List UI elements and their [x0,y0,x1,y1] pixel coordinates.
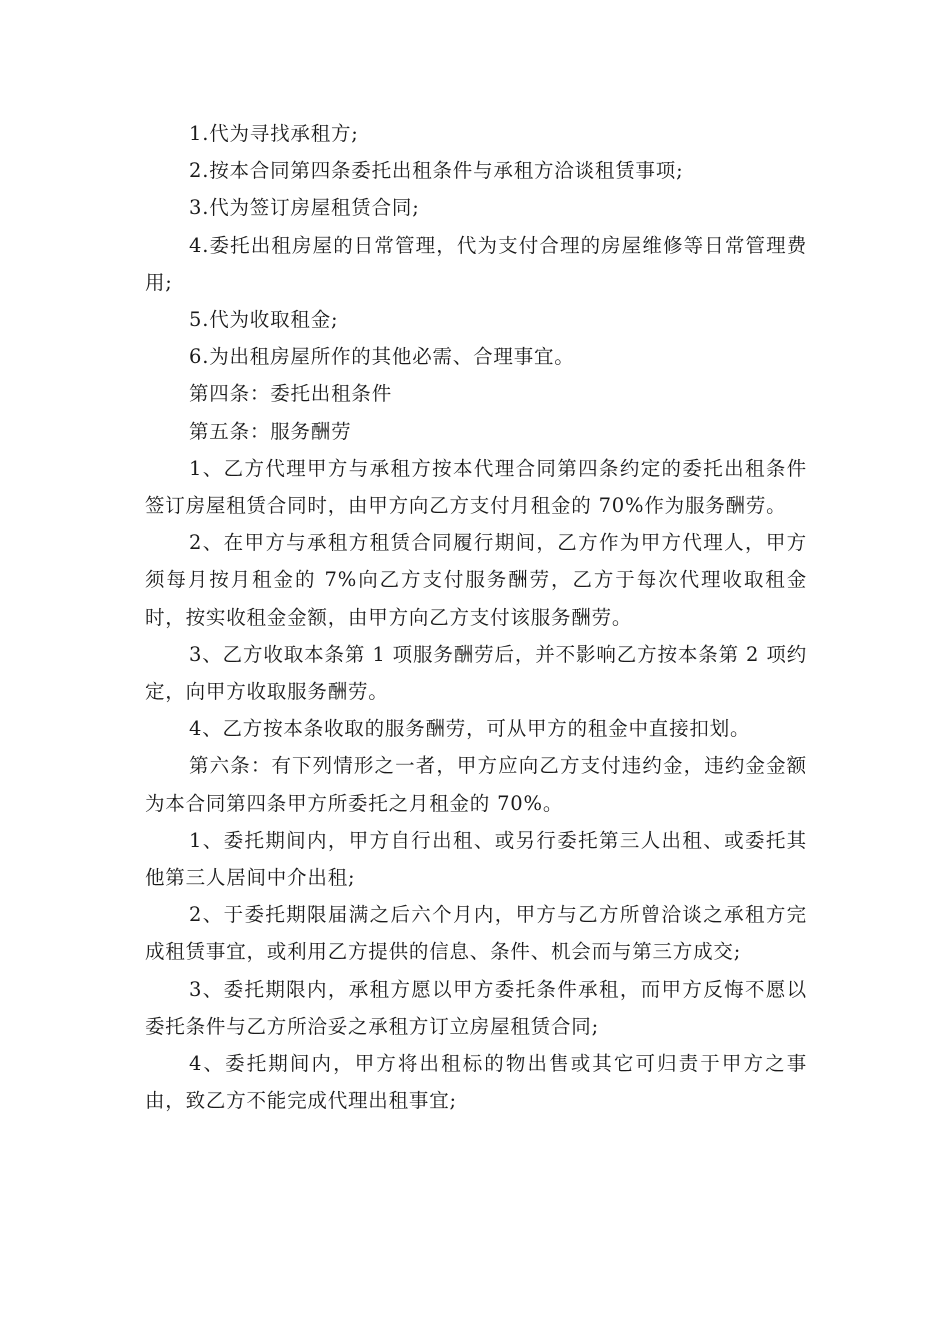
article-5-clause-4: 4、乙方按本条收取的服务酬劳，可从甲方的租金中直接扣划。 [189,717,751,741]
paragraph-item-6: 6.为出租房屋所作的其他必需、合理事宜。 [189,345,575,369]
article-5-clause-2: 2、在甲方与承租方租赁合同履行期间，乙方作为甲方代理人，甲方须每月按月租金的 7%向乙方支付服务酬劳，乙方于每次代理收取租金时，按实收租金金额，由甲方向乙方支付该服务酬劳。 [145,531,807,629]
article-6-clause-1: 1、委托期间内，甲方自行出租、或另行委托第三人出租、或委托其他第三人居间中介出租; [145,828,807,890]
section-heading-article-6: 第六条：有下列情形之一者，甲方应向乙方支付违约金，违约金金额为本合同第四条甲方所委托之月租金的 70%。 [145,754,807,815]
paragraph-item-1: 1.代为寻找承租方; [189,122,359,145]
paragraph-item-5: 5.代为收取租金; [189,308,339,332]
article-5-clause-1: 1、乙方代理甲方与承租方按本代理合同第四条约定的委托出租条件签订房屋租赁合同时，由甲方向乙方支付月租金的 70%作为服务酬劳。 [145,456,807,518]
article-5-clause-3: 3、乙方收取本条第 1 项服务酬劳后，并不影响乙方按本条第 2 项约定，向甲方收取服务酬劳。 [145,642,807,704]
section-heading-article-4: 第四条：委托出租条件 [189,382,393,406]
article-6-clause-3: 3、委托期限内，承租方愿以甲方委托条件承租，而甲方反悔不愿以委托条件与乙方所洽妥之承租方订立房屋租赁合同; [145,977,807,1038]
paragraph-item-4: 4.委托出租房屋的日常管理，代为支付合理的房屋维修等日常管理费用; [145,233,807,294]
article-6-clause-4: 4、委托期间内，甲方将出租标的物出售或其它可归责于甲方之事由，致乙方不能完成代理出租事宜; [145,1052,807,1113]
article-6-clause-2: 2、于委托期限届满之后六个月内，甲方与乙方所曾洽谈之承租方完成租赁事宜，或利用乙方提供的信息、条件、机会而与第三方成交; [145,903,807,964]
section-heading-article-5: 第五条：服务酬劳 [189,419,352,443]
paragraph-item-2: 2.按本合同第四条委托出租条件与承租方洽谈租赁事项; [189,159,684,183]
document-body [145,115,807,1119]
paragraph-item-3: 3.代为签订房屋租赁合同; [189,196,420,220]
